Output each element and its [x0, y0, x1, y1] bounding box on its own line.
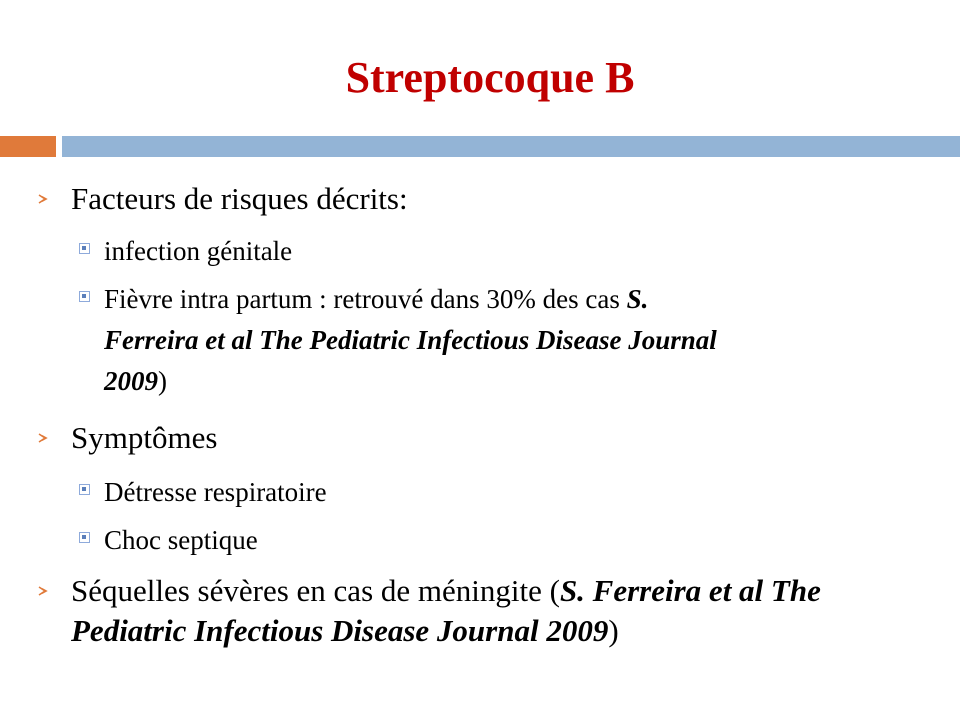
closing-paren: ) [608, 613, 619, 648]
sub-bullet-text [104, 281, 648, 317]
citation: S. [626, 284, 649, 314]
citation-year: 2009 [104, 366, 158, 396]
title-divider-accent [0, 136, 56, 157]
citation: Ferreira et al The Pediatric Infectious Disease Journal [104, 325, 717, 355]
chevron-arrow-icon [38, 432, 50, 444]
title-divider-bar [62, 136, 960, 157]
square-bullet-icon [79, 532, 90, 543]
chevron-arrow-icon [38, 585, 50, 597]
citation-end [71, 613, 619, 649]
bullet-label [71, 573, 821, 609]
square-bullet-icon [79, 243, 90, 254]
square-bullet-icon [79, 484, 90, 495]
citation-end [104, 363, 167, 399]
slide-title: Streptocoque B [345, 53, 635, 102]
sequelles-text: Séquelles sévères en cas de méningite ( [71, 573, 560, 608]
citation: Pediatric Infectious Disease Journal 2009 [71, 613, 609, 648]
bullet-label: Symptômes [71, 420, 218, 455]
sub-bullet-text: Choc septique [104, 525, 258, 555]
citation: S. Ferreira et al The [559, 573, 821, 608]
chevron-arrow-icon [38, 193, 50, 205]
sub-bullet-text: Détresse respiratoire [104, 477, 327, 507]
closing-paren: ) [158, 366, 167, 396]
bullet-label: Facteurs de risques décrits: [71, 181, 408, 216]
square-bullet-icon [79, 291, 90, 302]
sub-bullet-text: infection génitale [104, 236, 293, 266]
fievre-text: Fièvre intra partum : retrouvé dans 30% des cas [104, 284, 627, 314]
